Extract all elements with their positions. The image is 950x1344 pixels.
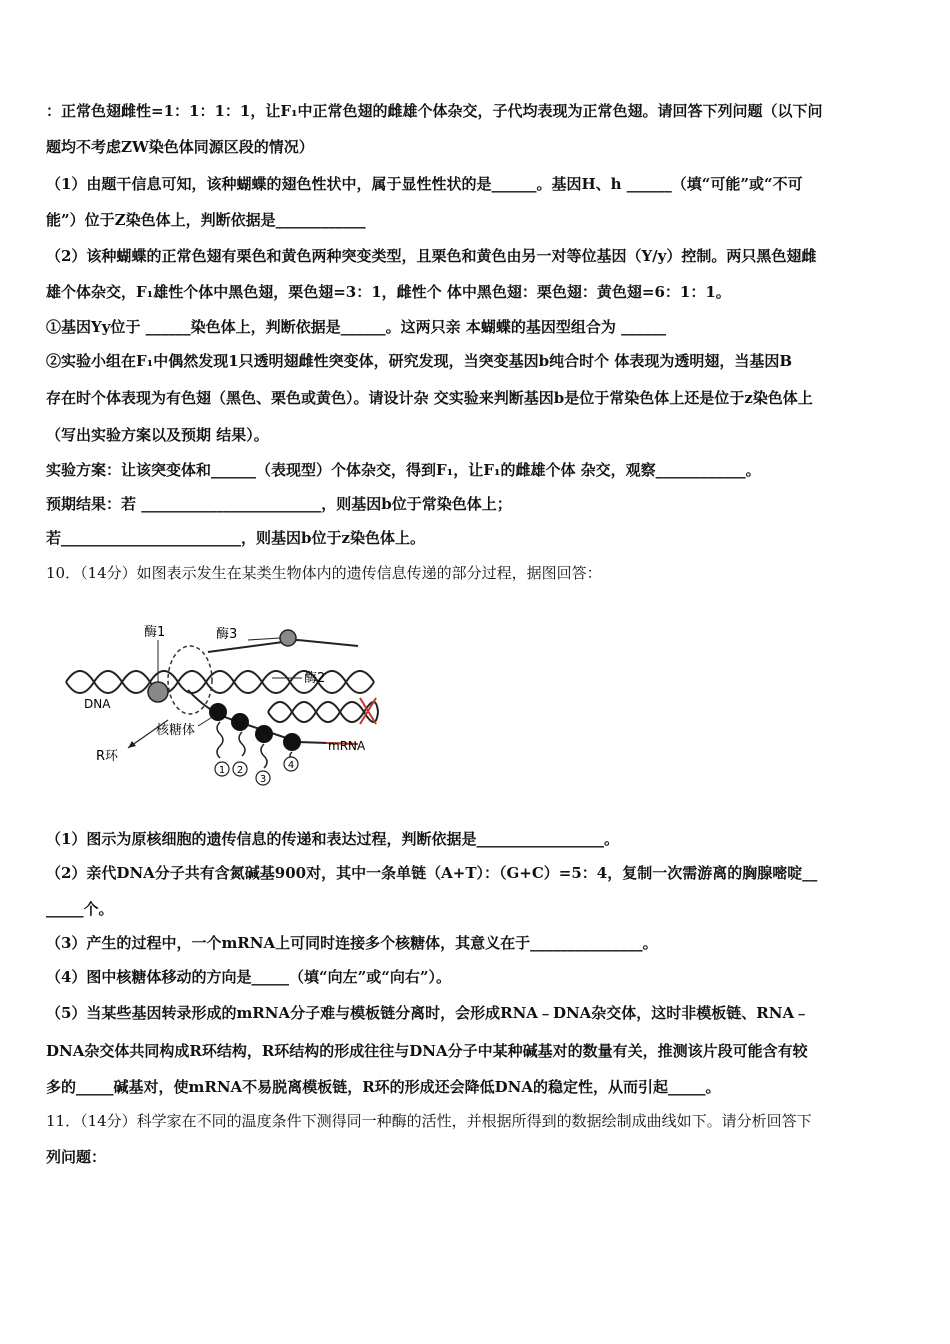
text-line: 实验方案：让该突变体和______（表现型）个体杂交，得到F₁，让F₁的雌雄个体 杂交，观察____________。	[46, 461, 761, 479]
text-line: ①基因Yy位于 ______染色体上，判断依据是______。这两只亲 本蝴蝶的基因型组合为 ______	[46, 318, 667, 336]
enzyme-3-icon	[280, 630, 296, 646]
polypeptide	[239, 732, 245, 756]
text-line: 存在时个体表现为有色翅（黑色、栗色或黄色）。请设计杂 交实验来判断基因b是位于常染色体上还是位于z染色体上	[46, 389, 813, 407]
dna-strand	[66, 671, 374, 693]
dna-strand	[268, 702, 378, 722]
dna-strand	[66, 671, 374, 693]
enzyme-2-label: 酶2	[304, 671, 326, 686]
text-line: （5）当某些基因转录形成的mRNA分子难与模板链分离时，会形成RNA﹣DNA杂交体，这时非模板链、RNA﹣	[46, 1004, 810, 1022]
text-line: 列问题：	[46, 1148, 107, 1166]
text-line: （2）该种蝴蝶的正常色翅有栗色和黄色两种突变类型，且栗色和黄色由另一对等位基因（Y/y）控制。两只黑色翅雌	[46, 247, 817, 265]
text-line: 多的_____碱基对，使mRNA不易脱离模板链，R环的形成还会降低DNA的稳定性，从而引起_____。	[46, 1078, 721, 1096]
text-line: ：正常色翅雌性=1：1：1：1，让F₁中正常色翅的雌雄个体杂交，子代均表现为正常色翅。请回答下列问题（以下问	[46, 102, 823, 120]
enzyme-1-icon	[148, 682, 168, 702]
text-line: 若________________________，则基因b位于z染色体上。	[46, 529, 426, 547]
label-3: 3	[259, 774, 267, 785]
leader-line	[248, 638, 280, 640]
ribosome-icon	[231, 713, 249, 731]
leader-line	[198, 716, 214, 726]
text-line: （1）由题干信息可知，该种蝴蝶的翅色性状中，属于显性性状的是______。基因H、h ______（填“可能”或“不可	[46, 175, 803, 193]
label-1: 1	[218, 765, 226, 776]
text-line: （1）图示为原核细胞的遗传信息的传递和表达过程，判断依据是_________________。	[46, 830, 619, 848]
mrna-label: mRNA	[328, 739, 366, 753]
ribosome-icon	[283, 733, 301, 751]
label-2: 2	[236, 765, 244, 776]
transcription-translation-diagram	[58, 612, 388, 792]
ribosome-label: 核糖体	[156, 723, 196, 738]
r-loop-label: R环	[96, 749, 119, 764]
text-line: 预期结果：若 ________________________，则基因b位于常染色体上；	[46, 495, 512, 513]
enzyme-3-label: 酶3	[216, 627, 238, 642]
text-line: （3）产生的过程中，一个mRNA上可同时连接多个核糖体，其意义在于_______________。	[46, 934, 658, 952]
ribosome-icon	[209, 703, 227, 721]
enzyme-1-label: 酶1	[144, 625, 166, 640]
question-11-heading: 11．（14分）科学家在不同的温度条件下测得同一种酶的活性，并根据所得到的数据绘制成曲线如下。请分析回答下	[46, 1112, 812, 1130]
polypeptide	[261, 744, 267, 768]
text-line: （2）亲代DNA分子共有含氮碱基900对，其中一条单链（A+T）：（G+C）=5：4，复制一次需游离的胸腺嘧啶__	[46, 864, 818, 882]
text-line: 题均不考虑ZW染色体同源区段的情况）	[46, 138, 314, 156]
text-line: _____个。	[46, 900, 114, 918]
ribosome-icon	[255, 725, 273, 743]
text-line: （4）图中核糖体移动的方向是_____（填“向左”或“向右”）。	[46, 968, 451, 986]
arrow-head	[128, 741, 136, 748]
text-line: DNA杂交体共同构成R环结构，R环结构的形成往往与DNA分子中某种碱基对的数量有关，推测该片段可能含有较	[46, 1042, 808, 1060]
dna-label: DNA	[84, 697, 111, 711]
text-line: 能”）位于Z染色体上，判断依据是____________	[46, 211, 366, 229]
text-line: 雄个体杂交，F₁雄性个体中黑色翅，栗色翅=3：1，雌性个 体中黑色翅：栗色翅：黄色翅=6：1：1。	[46, 283, 731, 301]
dna-strand	[268, 702, 378, 722]
label-4: 4	[287, 760, 295, 771]
text-line: （写出实验方案以及预期 结果）。	[46, 426, 269, 444]
text-line: ②实验小组在F₁中偶然发现1只透明翅雌性突变体，研究发现，当突变基因b纯合时个 体表现为透明翅，当基因B	[46, 352, 793, 370]
polypeptide	[217, 722, 223, 758]
question-10-heading: 10．（14分）如图表示发生在某类生物体内的遗传信息传递的部分过程，据图回答：	[46, 564, 602, 582]
